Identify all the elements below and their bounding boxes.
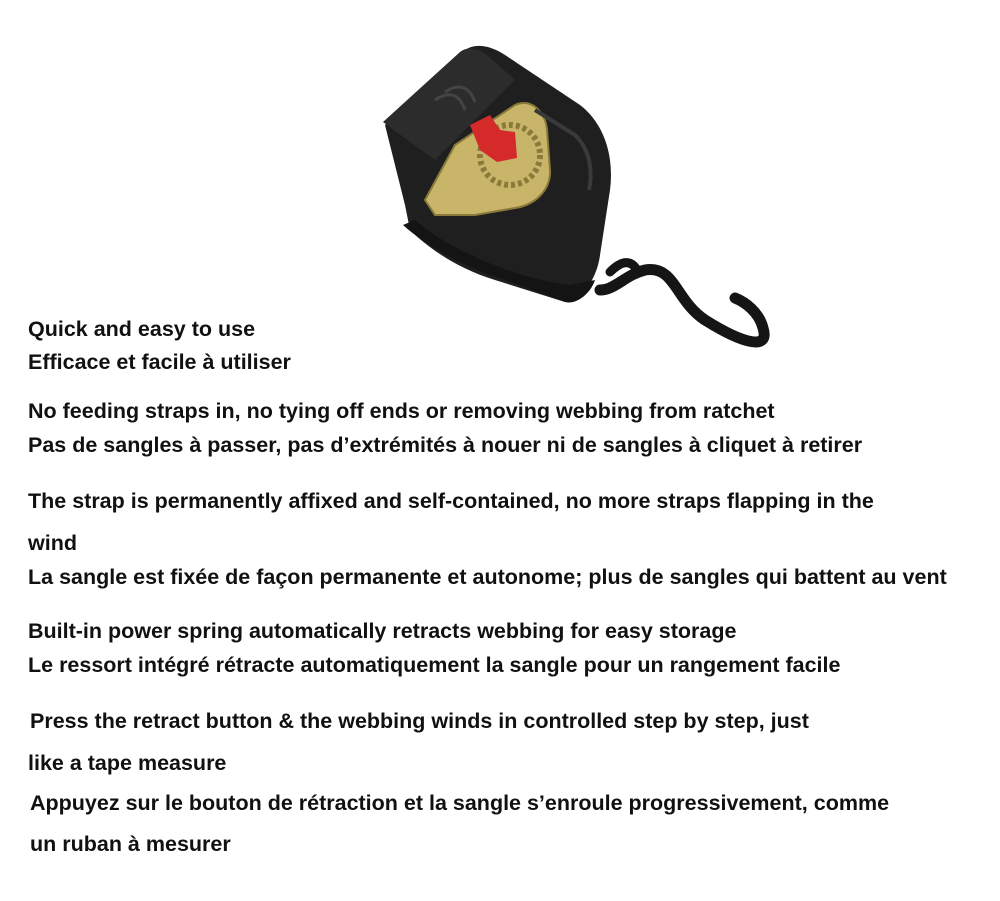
feature-5-english-line-1: Press the retract button & the webbing winds in controlled step by step, just [30, 709, 809, 733]
feature-3-english-line-2: wind [28, 531, 77, 555]
s-hook-inner-loop [610, 263, 637, 272]
feature-3-french: La sangle est fixée de façon permanente et autonome; plus de sangles qui battent au vent [28, 565, 947, 589]
feature-3-english-line-1: The strap is permanently affixed and self-contained, no more straps flapping in the [28, 489, 874, 513]
feature-5-french-line-1: Appuyez sur le bouton de rétraction et la sangle s’enroule progressivement, comme [30, 791, 890, 815]
feature-5-english-line-2: like a tape measure [28, 751, 227, 775]
product-image [375, 40, 785, 390]
feature-4-english: Built-in power spring automatically retracts webbing for easy storage [28, 619, 737, 643]
feature-2-english: No feeding straps in, no tying off ends or removing webbing from ratchet [28, 399, 775, 423]
feature-1-english: Quick and easy to use [28, 317, 256, 341]
feature-5-french-line-2: un ruban à mesurer [30, 832, 231, 856]
feature-1-french: Efficace et facile à utiliser [28, 350, 291, 374]
ratchet-strap-icon [383, 46, 764, 342]
feature-2-french: Pas de sangles à passer, pas d’extrémités à nouer ni de sangles à cliquet à retirer [28, 433, 863, 457]
feature-4-french: Le ressort intégré rétracte automatiquement la sangle pour un rangement facile [28, 653, 841, 677]
s-hook [600, 270, 764, 342]
